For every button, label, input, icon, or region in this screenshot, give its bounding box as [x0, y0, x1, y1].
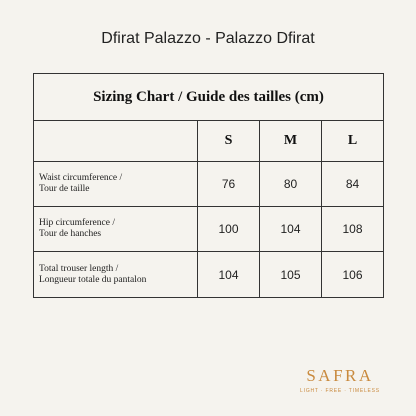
- size-header-s: S: [197, 121, 259, 161]
- value-cell: 105: [259, 252, 321, 297]
- row-label-text: Waist circumference / Tour de taille: [39, 173, 123, 194]
- size-header-l: L: [321, 121, 383, 161]
- chart-title: Sizing Chart / Guide des tailles (cm): [34, 74, 383, 121]
- value-cell: 104: [259, 207, 321, 251]
- sizing-chart-table: [33, 73, 384, 298]
- value-cell: 80: [259, 162, 321, 206]
- table-header-row: [34, 121, 383, 162]
- page-title: Dfirat Palazzo - Palazzo Dfirat: [101, 30, 315, 47]
- value-cell: 84: [321, 162, 383, 206]
- table-row-length: [34, 252, 383, 297]
- table-row-hip: [34, 207, 383, 252]
- value-cell: 108: [321, 207, 383, 251]
- row-label-length: [34, 252, 197, 297]
- header-empty-cell: [34, 121, 197, 161]
- value-cell: 100: [197, 207, 259, 251]
- value-cell: 76: [197, 162, 259, 206]
- row-label-waist: [34, 162, 197, 206]
- brand-logo: [300, 366, 380, 394]
- row-label-hip: [34, 207, 197, 251]
- table-row-waist: [34, 162, 383, 207]
- row-label-text: Hip circumference / Tour de hanches: [39, 218, 115, 239]
- brand-name: SAFRA: [306, 366, 374, 385]
- brand-tagline: LIGHT · FREE · TIMELESS: [300, 388, 380, 394]
- row-label-text: Total trouser length / Longueur totale du pantalon: [39, 263, 147, 285]
- size-header-m: M: [259, 121, 321, 161]
- value-cell: 104: [197, 252, 259, 297]
- value-cell: 106: [321, 252, 383, 297]
